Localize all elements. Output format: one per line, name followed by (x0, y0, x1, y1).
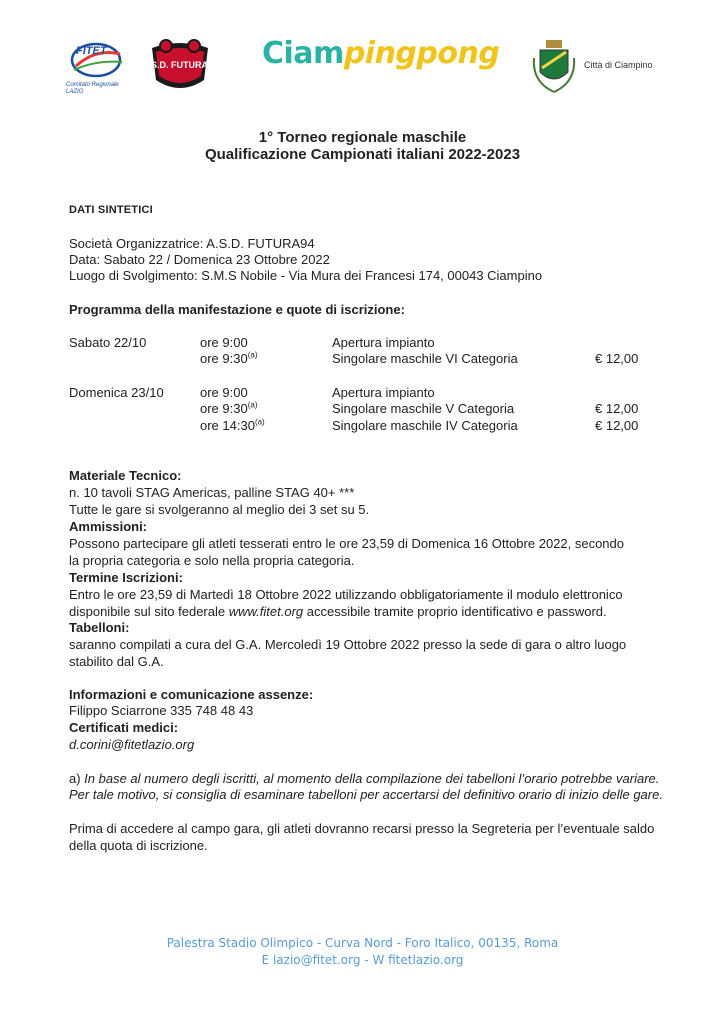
organizer-line: Società Organizzatrice: A.S.D. FUTURA94 (69, 236, 315, 251)
materiale-line-1: n. 10 tavoli STAG Americas, palline STAG 40+ *** (69, 485, 355, 500)
brand-part-ciam: Ciam (262, 36, 344, 71)
tabelloni-line-1: saranno compilati a cura del G.A. Mercoledì 19 Ottobre 2022 presso la sede di gara o altro luogo (69, 637, 627, 652)
info-heading: Informazioni e comunicazione assenze: (69, 687, 314, 702)
city-crest (530, 38, 578, 96)
footer-contacts: E lazio@fitet.org - W fitetlazio.org (261, 953, 464, 967)
materiale-line-2: Tutte le gare si svolgeranno al meglio dei 3 set su 5. (69, 502, 370, 517)
time-value: ore 9:30 (200, 401, 248, 416)
termine-line-2-post: accessibile tramite proprio identificativo e password. (303, 604, 607, 619)
footer-address: Palestra Stadio Olimpico - Curva Nord - Foro Italico, 00135, Roma (166, 936, 559, 950)
ammissioni-line-2: la propria categoria e solo nella propria categoria. (69, 553, 355, 568)
futura-lettering: A.S.D. FUTURA94 (142, 60, 219, 70)
footnote-ref: (a) (247, 350, 258, 360)
fee-cell: € 12,00 (595, 351, 639, 366)
day-saturday: Sabato 22/10 (69, 335, 147, 350)
brand-part-pingpong: pingpong (343, 36, 500, 71)
fee-cell: € 12,00 (595, 418, 639, 433)
fitet-logo (66, 38, 130, 98)
termine-line-2-pre: disponibile sul sito federale (69, 604, 229, 619)
termine-line-2 (69, 603, 607, 620)
cert-heading: Certificati medici: (69, 720, 179, 735)
footnote-line-2: Per tale motivo, si consiglia di esaminare tabelloni per accertarsi del definitivo orario di inizio delle gare. (69, 787, 663, 802)
futura-logo (142, 38, 218, 96)
footnote-line-1 (69, 770, 659, 787)
time-value: ore 9:00 (200, 335, 248, 350)
closing-line-2: della quota di iscrizione. (69, 838, 208, 853)
ammissioni-heading: Ammissioni: (69, 519, 148, 534)
event-cell: Singolare maschile IV Categoria (332, 418, 518, 433)
city-crest-icon (530, 38, 578, 96)
program-heading: Programma della manifestazione e quote di iscrizione: (69, 302, 405, 317)
fitet-website-link[interactable]: www.fitet.org (228, 604, 304, 619)
time-cell (200, 400, 257, 417)
event-cell: Apertura impianto (332, 335, 435, 350)
time-value: ore 9:00 (200, 385, 248, 400)
fitet-caption: Comitato Regionale LAZIO (66, 82, 119, 95)
ammissioni-line-1: Possono partecipare gli atleti tesserati entro le ore 23,59 di Domenica 16 Ottobre 2022, secondo (69, 536, 625, 551)
time-cell (200, 334, 248, 351)
event-cell: Apertura impianto (332, 385, 435, 400)
summary-heading: DATI SINTETICI (69, 204, 153, 216)
day-sunday: Domenica 23/10 (69, 385, 164, 400)
time-value: ore 14:30 (200, 418, 255, 433)
termine-heading: Termine Iscrizioni: (69, 570, 183, 585)
city-label: Città di Ciampino (584, 60, 653, 70)
footnote-ref: (a) (247, 400, 258, 410)
footnote-text-1: In base al numero degli iscritti, al momento della compilazione dei tabelloni l’orario potrebbe variare. (84, 771, 660, 786)
tabelloni-heading: Tabelloni: (69, 620, 130, 635)
fee-cell: € 12,00 (595, 401, 639, 416)
event-cell: Singolare maschile V Categoria (332, 401, 515, 416)
info-contact: Filippo Sciarrone 335 748 48 43 (69, 703, 254, 718)
materiale-heading: Materiale Tecnico: (69, 468, 182, 483)
venue-line: Luogo di Svolgimento: S.M.S Nobile - Via Mura dei Francesi 174, 00043 Ciampino (69, 268, 543, 283)
footnote-ref: (a) (254, 417, 265, 427)
time-cell (200, 384, 248, 401)
fitet-lettering: FITET (76, 45, 107, 57)
title-line-2: Qualificazione Campionati italiani 2022-2023 (204, 146, 521, 163)
time-cell (200, 417, 265, 434)
time-cell (200, 350, 257, 367)
event-cell: Singolare maschile VI Categoria (332, 351, 518, 366)
cert-email-link[interactable]: d.corini@fitetlazio.org (69, 737, 195, 752)
date-line: Data: Sabato 22 / Domenica 23 Ottobre 2022 (69, 252, 330, 267)
closing-line-1: Prima di accedere al campo gara, gli atleti dovranno recarsi presso la Segreteria per l’eventuale saldo (69, 821, 655, 836)
time-value: ore 9:30 (200, 351, 248, 366)
tabelloni-line-2: stabilito dal G.A. (69, 654, 164, 669)
title-line-1: 1° Torneo regionale maschile (258, 129, 467, 146)
brand-logo (262, 36, 499, 71)
footnote-label: a) (69, 771, 85, 786)
termine-line-1: Entro le ore 23,59 di Martedì 18 Ottobre 2022 utilizzando obbligatoriamente il modulo elettronico (69, 587, 623, 602)
